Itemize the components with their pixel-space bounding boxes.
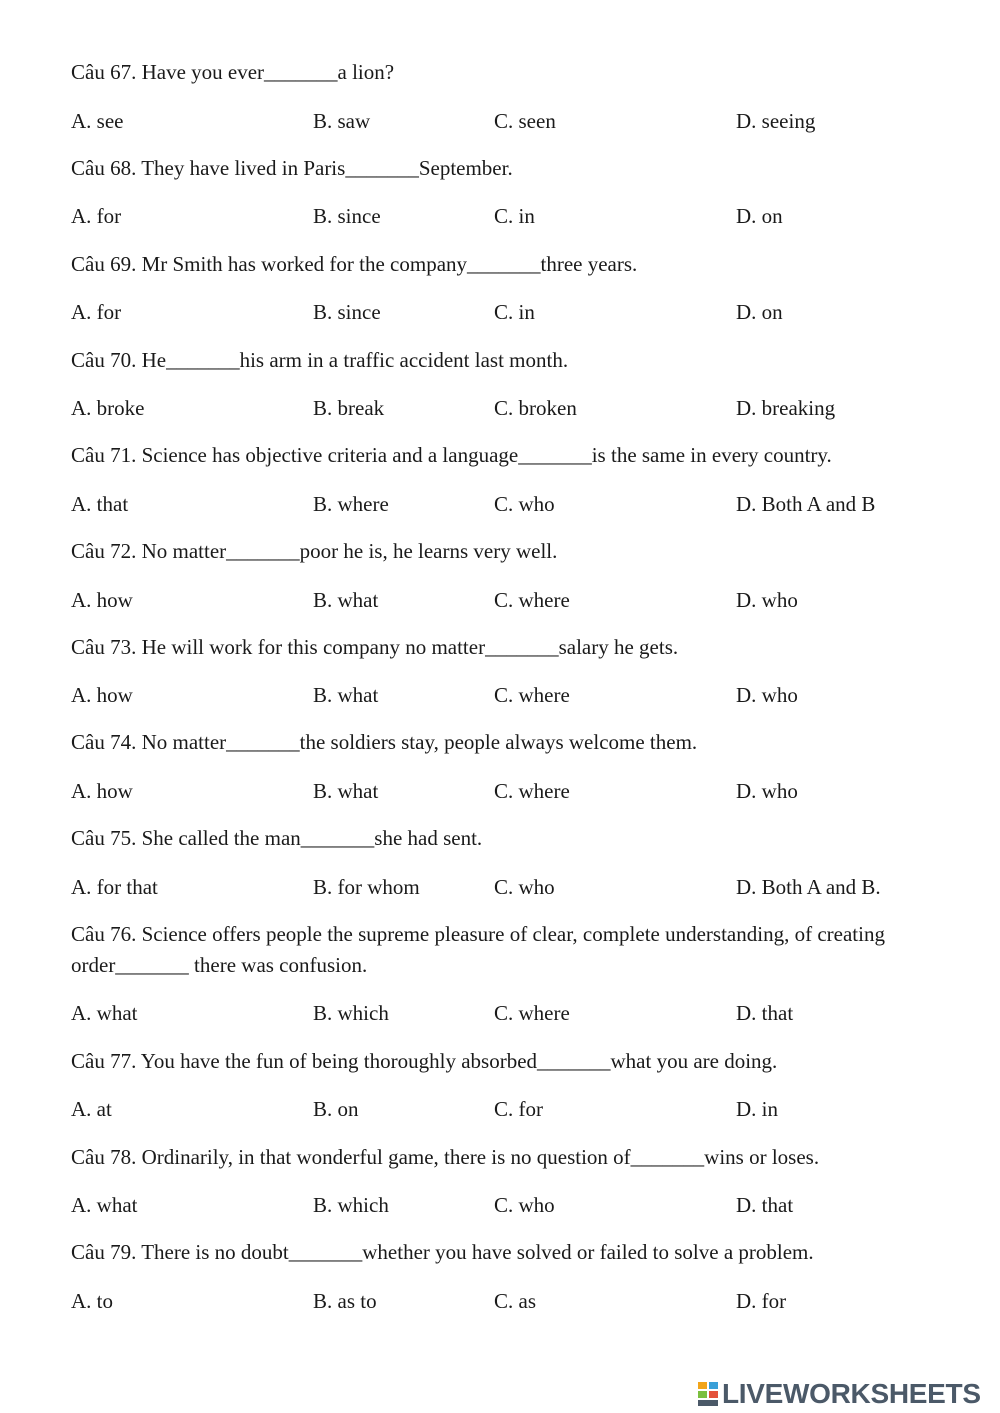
option-a: A. see: [71, 109, 124, 133]
liveworksheets-brand: [697, 1376, 981, 1412]
option-c: C. in: [494, 300, 535, 324]
option-a: A. what: [71, 1193, 138, 1217]
option-b: B. break: [313, 396, 385, 420]
question-75: Câu 75. She called the man_______she had sent.: [71, 826, 483, 850]
option-a: A. how: [71, 588, 133, 612]
option-b: B. what: [313, 683, 379, 707]
option-b: B. saw: [313, 109, 371, 133]
option-b: B. which: [313, 1193, 389, 1217]
option-d: D. on: [736, 204, 783, 228]
question-70: Câu 70. He_______his arm in a traffic accident last month.: [71, 348, 569, 372]
option-a: A. for: [71, 300, 122, 324]
option-b: B. what: [313, 779, 379, 803]
question-73: Câu 73. He will work for this company no matter_______salary he gets.: [71, 635, 679, 659]
option-d: D. seeing: [736, 109, 816, 133]
question-67: Câu 67. Have you ever_______a lion?: [71, 60, 395, 84]
options-79: [0, 1286, 1000, 1316]
question-79: Câu 79. There is no doubt_______whether you have solved or failed to solve a problem.: [71, 1240, 814, 1264]
options-77: [0, 1094, 1000, 1124]
liveworksheets-logo-icon: [697, 1379, 719, 1409]
option-d: D. that: [736, 1001, 794, 1025]
options-69: [0, 297, 1000, 327]
options-71: [0, 489, 1000, 519]
option-c: C. where: [494, 588, 570, 612]
brand-text: LIVEWORKSHEETS: [722, 1378, 981, 1409]
option-c: C. as: [494, 1289, 536, 1313]
question-72: Câu 72. No matter_______poor he is, he learns very well.: [71, 539, 558, 563]
options-68: [0, 201, 1000, 231]
option-d: D. who: [736, 779, 798, 803]
option-c: C. where: [494, 683, 570, 707]
option-d: D. for: [736, 1289, 787, 1313]
options-75: [0, 872, 1000, 902]
question-68: Câu 68. They have lived in Paris_______September.: [71, 156, 513, 180]
option-a: A. what: [71, 1001, 138, 1025]
options-72: [0, 585, 1000, 615]
option-d: D. breaking: [736, 396, 836, 420]
options-67: [0, 106, 1000, 136]
option-d: D. Both A and B.: [736, 875, 881, 899]
option-b: B. which: [313, 1001, 389, 1025]
option-b: B. since: [313, 204, 381, 228]
question-76: Câu 76. Science offers people the supreme pleasure of clear, complete understanding, of creating order_______ there was confusion.: [71, 922, 891, 977]
option-c: C. who: [494, 492, 555, 516]
question-69: Câu 69. Mr Smith has worked for the company_______three years.: [71, 252, 638, 276]
option-b: B. for whom: [313, 875, 420, 899]
option-c: C. in: [494, 204, 535, 228]
option-c: C. for: [494, 1097, 543, 1121]
option-c: C. seen: [494, 109, 556, 133]
option-d: D. who: [736, 588, 798, 612]
question-74: Câu 74. No matter_______the soldiers stay, people always welcome them.: [71, 730, 698, 754]
option-b: B. since: [313, 300, 381, 324]
option-a: A. to: [71, 1289, 113, 1313]
options-76: [0, 998, 1000, 1028]
options-78: [0, 1190, 1000, 1220]
option-c: C. who: [494, 875, 555, 899]
option-d: D. in: [736, 1097, 778, 1121]
option-c: C. where: [494, 779, 570, 803]
option-a: A. that: [71, 492, 129, 516]
option-a: A. how: [71, 779, 133, 803]
options-74: [0, 776, 1000, 806]
option-b: B. where: [313, 492, 389, 516]
option-b: B. as to: [313, 1289, 377, 1313]
option-d: D. who: [736, 683, 798, 707]
options-73: [0, 680, 1000, 710]
option-a: A. broke: [71, 396, 145, 420]
option-b: B. what: [313, 588, 379, 612]
question-71: Câu 71. Science has objective criteria and a language_______is the same in every country.: [71, 443, 832, 467]
question-78: Câu 78. Ordinarily, in that wonderful game, there is no question of_______wins or loses.: [71, 1145, 820, 1169]
options-70: [0, 393, 1000, 423]
option-a: A. how: [71, 683, 133, 707]
option-c: C. where: [494, 1001, 570, 1025]
option-d: D. on: [736, 300, 783, 324]
option-d: D. Both A and B: [736, 492, 876, 516]
option-a: A. for that: [71, 875, 158, 899]
option-a: A. at: [71, 1097, 112, 1121]
option-d: D. that: [736, 1193, 794, 1217]
option-a: A. for: [71, 204, 122, 228]
option-b: B. on: [313, 1097, 359, 1121]
question-77: Câu 77. You have the fun of being thoroughly absorbed_______what you are doing.: [71, 1049, 778, 1073]
option-c: C. who: [494, 1193, 555, 1217]
option-c: C. broken: [494, 396, 577, 420]
